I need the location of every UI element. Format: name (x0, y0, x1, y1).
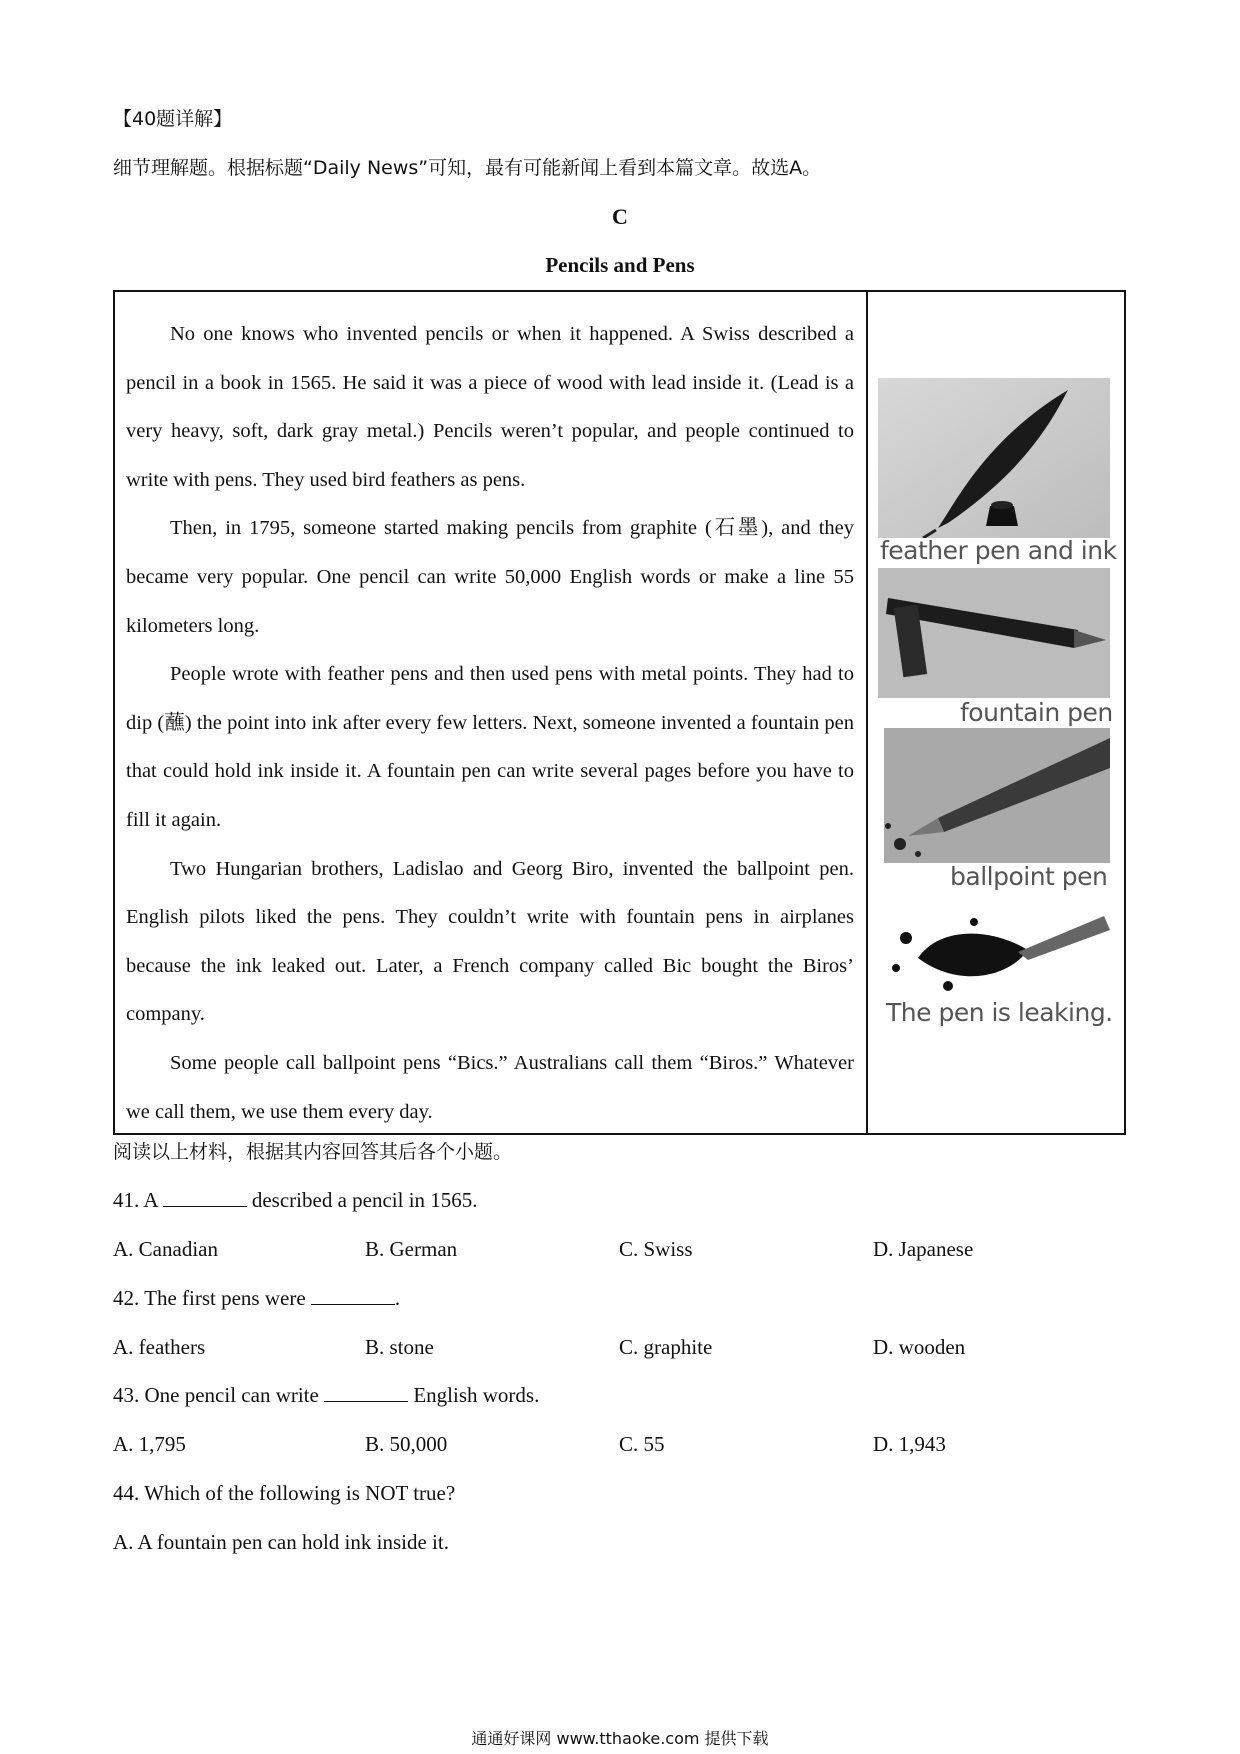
feather-pen-panel (878, 378, 1117, 568)
question-42-pre: 42. The first pens were (113, 1286, 311, 1310)
feather-pen-illustration (878, 378, 1110, 538)
answer-blank (324, 1383, 408, 1402)
question-44: 44. Which of the following is NOT true? (113, 1481, 456, 1505)
fountain-pen-panel (878, 568, 1113, 730)
section-letter: C (612, 204, 628, 229)
article-divider (866, 290, 868, 1135)
footer: 通通好课网 www.tthaoke.com 提供下载 (471, 1729, 769, 1748)
ballpoint-pen-panel (878, 728, 1110, 896)
question-41 (113, 1186, 478, 1214)
article-text (126, 310, 854, 1136)
q43-option-c: C. 55 (619, 1432, 665, 1456)
caption-feather-pen: feather pen and ink (880, 536, 1117, 565)
article-paragraph-4: Two Hungarian brothers, Ladislao and Georg Biro, invented the ballpoint pen. English pilots liked the pens. They couldn’t write with fountain pens in airplanes because the ink leaked out. Later, a French company called Bic bought the Biros’ company. (126, 857, 854, 1026)
question-41-pre: 41. A (113, 1188, 163, 1212)
answer-explanation: 细节理解题。根据标题“Daily News”可知，最有可能新闻上看到本篇文章。故选A。 (113, 157, 822, 179)
caption-ballpoint-pen: ballpoint pen (950, 862, 1108, 891)
article-paragraph-1: No one knows who invented pencils or when it happened. A Swiss described a pencil in a book in 1565. He said it was a piece of wood with lead inside it. (Lead is a very heavy, soft, dark gray metal.) Pencils weren’t popular, and people continued to write with pens. They used bird feathers as pens. (126, 323, 854, 491)
q43-option-b: B. 50,000 (365, 1432, 448, 1456)
question-42 (113, 1284, 400, 1312)
leaking-pen-panel (878, 898, 1113, 1038)
q43-option-a: A. 1,795 (113, 1432, 186, 1456)
q44-option-a: A. A fountain pen can hold ink inside it. (113, 1530, 449, 1554)
q41-option-c: C. Swiss (619, 1237, 693, 1261)
answer-blank (163, 1188, 247, 1207)
question-43 (113, 1381, 539, 1409)
article-paragraph-5: Some people call ballpoint pens “Bics.” Australians call them “Biros.” Whatever we call them, we use them every day. (126, 1051, 854, 1123)
caption-fountain-pen: fountain pen (960, 698, 1113, 727)
leaking-pen-illustration (878, 898, 1110, 1003)
answer-header: 【40题详解】 (113, 108, 233, 130)
article-paragraph-3: People wrote with feather pens and then used pens with metal points. They had to dip (蘸) the point into ink after every few letters. Next, someone invented a fountain pen that could hold ink inside it. A fountain pen can write several pages before you have to fill it again. (126, 663, 854, 831)
q42-option-a: A. feathers (113, 1335, 206, 1359)
q41-option-a: A. Canadian (113, 1237, 218, 1261)
question-41-post: described a pencil in 1565. (246, 1188, 478, 1212)
q41-option-d: D. Japanese (873, 1237, 974, 1261)
q42-option-c: C. graphite (619, 1335, 713, 1359)
question-42-post: . (394, 1286, 401, 1310)
answer-blank (311, 1286, 395, 1305)
fountain-pen-illustration (878, 568, 1110, 698)
q42-option-b: B. stone (365, 1335, 434, 1359)
question-43-post: English words. (408, 1383, 540, 1407)
q42-option-d: D. wooden (873, 1335, 966, 1359)
article-paragraph-2: Then, in 1795, someone started making pencils from graphite (石墨), and they became very popular. One pencil can write 50,000 English words or make a line 55 kilometers long. (126, 517, 854, 637)
ballpoint-pen-illustration (878, 728, 1110, 863)
q43-option-d: D. 1,943 (873, 1432, 946, 1456)
q41-option-b: B. German (365, 1237, 458, 1261)
article-title: Pencils and Pens (545, 253, 695, 277)
instruction: 阅读以上材料，根据其内容回答其后各个小题。 (113, 1141, 513, 1163)
caption-leaking-pen: The pen is leaking. (886, 998, 1113, 1027)
question-43-pre: 43. One pencil can write (113, 1383, 325, 1407)
